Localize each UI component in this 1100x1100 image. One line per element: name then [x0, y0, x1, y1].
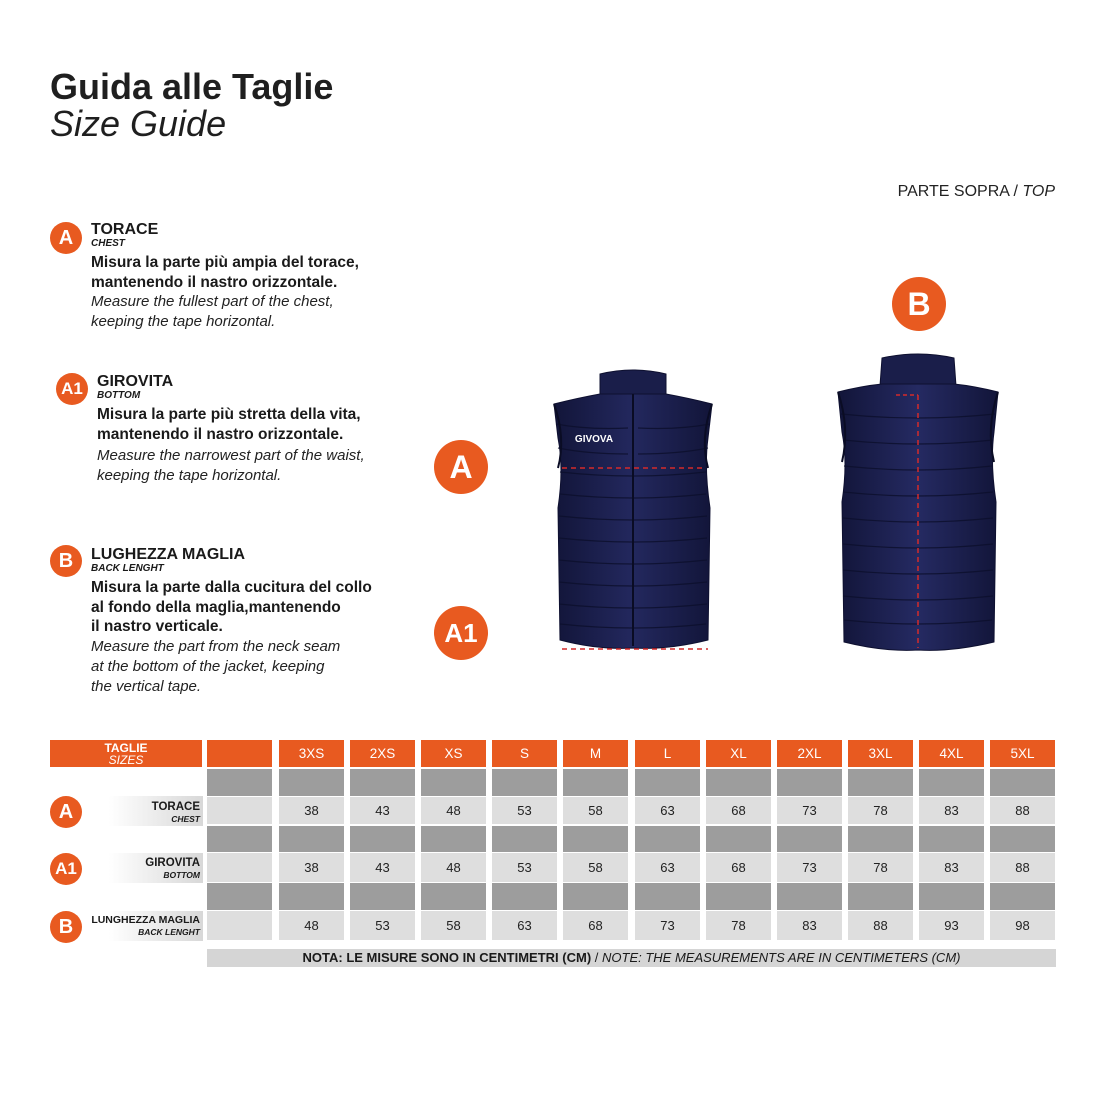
table-head-sub: SIZES — [108, 753, 144, 767]
table-cell-spacer — [990, 883, 1055, 910]
table-cell: 68 — [706, 853, 771, 882]
table-cell-spacer — [421, 826, 486, 852]
measure-length-desc-en — [91, 637, 431, 697]
table-cell: 58 — [563, 853, 628, 882]
table-cell-spacer — [350, 826, 415, 852]
page-subtitle: Size Guide — [50, 103, 227, 144]
vest-front-image — [548, 368, 718, 658]
table-cell: 38 — [279, 797, 344, 824]
desc-line: Misura la parte più ampia del torace, — [91, 254, 359, 271]
table-cell: 83 — [919, 853, 984, 882]
table-cell: 78 — [848, 797, 913, 824]
measure-waist — [97, 373, 437, 486]
table-cell-spacer — [492, 769, 557, 796]
page-title: Guida alle Taglie — [50, 66, 334, 107]
badge-b: B — [50, 545, 82, 577]
measure-length-name: LUGHEZZA MAGLIA — [91, 546, 246, 563]
table-cell-spacer — [848, 769, 913, 796]
size-header-5xl: 5XL — [990, 740, 1055, 767]
row-label-name: TORACE — [151, 801, 200, 813]
table-cell: 63 — [635, 853, 700, 882]
table-cell-spacer — [492, 826, 557, 852]
table-head-blank — [207, 740, 272, 767]
table-cell: 73 — [777, 797, 842, 824]
table-cell-spacer — [563, 883, 628, 910]
size-header-xl: XL — [706, 740, 771, 767]
desc-line: Misura la parte dalla cucitura del collo — [91, 579, 372, 596]
size-header-l: L — [635, 740, 700, 767]
table-cell: 53 — [492, 853, 557, 882]
badge-front-bottom: A1 — [434, 606, 488, 660]
table-cell: 48 — [421, 797, 486, 824]
table-cell: 68 — [706, 797, 771, 824]
badge-front-chest: A — [434, 440, 488, 494]
badge-a: A — [50, 222, 82, 254]
table-cell-spacer — [990, 826, 1055, 852]
table-cell-spacer — [635, 826, 700, 852]
table-cell: 93 — [919, 911, 984, 940]
row-label-sub: BACK LENGHT — [138, 927, 200, 937]
table-cell-spacer — [350, 883, 415, 910]
measure-waist-sub: BOTTOM — [97, 390, 141, 401]
desc-line: al fondo della maglia,mantenendo — [91, 598, 341, 616]
row-label-sub: CHEST — [171, 814, 200, 824]
row-label-waist — [145, 857, 200, 880]
measure-chest-desc-en — [91, 292, 431, 332]
measure-length — [91, 546, 431, 697]
table-cell: 88 — [990, 853, 1055, 882]
size-header-2xl: 2XL — [777, 740, 842, 767]
table-cell-spacer — [777, 883, 842, 910]
table-cell-spacer — [492, 883, 557, 910]
row-label-sub: BOTTOM — [163, 870, 200, 880]
table-cell-spacer — [777, 769, 842, 796]
table-cell-spacer — [421, 769, 486, 796]
table-cell-spacer — [706, 883, 771, 910]
table-cell-spacer — [919, 769, 984, 796]
measure-chest-sub: CHEST — [91, 238, 125, 249]
table-cell: 88 — [848, 911, 913, 940]
note-en: NOTE: THE MEASUREMENTS ARE IN CENTIMETERS (CM) — [602, 950, 961, 965]
table-cell: 43 — [350, 853, 415, 882]
table-cell-spacer — [848, 883, 913, 910]
table-cell-spacer — [990, 769, 1055, 796]
table-cell-spacer — [421, 883, 486, 910]
desc-line: Measure the narrowest part of the waist, — [97, 447, 365, 464]
table-cell-blank — [207, 769, 272, 796]
row-label-chest — [152, 801, 200, 824]
size-header-3xs: 3XS — [279, 740, 344, 767]
desc-line: mantenendo il nastro orizzontale. — [91, 273, 338, 291]
table-cell-spacer — [919, 826, 984, 852]
size-header-xs: XS — [421, 740, 486, 767]
desc-line: at the bottom of the jacket, keeping — [91, 657, 325, 675]
table-cell: 63 — [492, 911, 557, 940]
table-cell: 38 — [279, 853, 344, 882]
row-badge-b: B — [50, 911, 82, 943]
row-label-length — [91, 914, 200, 937]
row-badge-a1: A1 — [50, 853, 82, 885]
desc-line: keeping the tape horizontal. — [91, 313, 276, 330]
table-cell: 53 — [350, 911, 415, 940]
size-header-4xl: 4XL — [919, 740, 984, 767]
table-cell-spacer — [706, 769, 771, 796]
badge-back: B — [892, 277, 946, 331]
desc-line: Misura la parte più stretta della vita, — [97, 406, 361, 423]
row-label-name: LUNGHEZZA MAGLIA — [91, 914, 200, 926]
table-cell-spacer — [350, 769, 415, 796]
section-label-en: TOP — [1022, 183, 1055, 200]
measure-chest-desc-it — [91, 253, 431, 292]
size-header-s: S — [492, 740, 557, 767]
size-header-m: M — [563, 740, 628, 767]
table-cell-blank — [207, 883, 272, 910]
desc-line: Measure the part from the neck seam — [91, 637, 341, 655]
measure-chest — [91, 221, 431, 332]
table-cell-blank — [207, 853, 272, 882]
table-cell-spacer — [279, 769, 344, 796]
table-cell-spacer — [279, 826, 344, 852]
measure-waist-desc-en — [97, 446, 437, 486]
table-cell: 98 — [990, 911, 1055, 940]
table-note — [207, 949, 1056, 967]
table-cell: 78 — [706, 911, 771, 940]
desc-line: mantenendo il nastro orizzontale. — [97, 425, 344, 443]
table-cell-blank — [207, 911, 272, 940]
table-cell-spacer — [635, 769, 700, 796]
section-label-it: PARTE SOPRA — [897, 183, 1010, 200]
table-cell: 48 — [279, 911, 344, 940]
note-sep: / — [591, 950, 602, 965]
note-it: NOTA: LE MISURE SONO IN CENTIMETRI (CM) — [302, 950, 592, 965]
table-cell: 83 — [777, 911, 842, 940]
size-header-2xs: 2XS — [350, 740, 415, 767]
table-cell-blank — [207, 797, 272, 824]
measure-chest-name: TORACE — [91, 221, 159, 238]
table-cell: 88 — [990, 797, 1055, 824]
table-cell-blank — [207, 826, 272, 852]
table-cell: 78 — [848, 853, 913, 882]
desc-line: keeping the tape horizontal. — [97, 467, 282, 484]
table-cell: 73 — [635, 911, 700, 940]
vest-brand-logo: GIVOVA — [574, 434, 614, 445]
section-label — [898, 183, 1055, 201]
table-cell-spacer — [706, 826, 771, 852]
measure-waist-desc-it — [97, 405, 437, 444]
section-label-sep: / — [1009, 183, 1023, 200]
row-badge-a: A — [50, 796, 82, 828]
table-cell-spacer — [563, 769, 628, 796]
size-header-3xl: 3XL — [848, 740, 913, 767]
table-cell: 68 — [563, 911, 628, 940]
table-head-label — [50, 740, 202, 767]
table-cell-spacer — [635, 883, 700, 910]
table-cell-spacer — [848, 826, 913, 852]
table-head-title: TAGLIE — [104, 741, 148, 755]
measure-length-sub: BACK LENGHT — [91, 563, 164, 574]
desc-line: il nastro verticale. — [91, 618, 223, 635]
table-cell: 58 — [421, 911, 486, 940]
row-label-name: GIROVITA — [145, 857, 200, 869]
table-cell-spacer — [777, 826, 842, 852]
table-cell-spacer — [919, 883, 984, 910]
badge-a1: A1 — [56, 373, 88, 405]
table-cell-spacer — [279, 883, 344, 910]
desc-line: the vertical tape. — [91, 677, 202, 695]
table-cell: 63 — [635, 797, 700, 824]
vest-back-image — [832, 352, 1004, 654]
table-cell-spacer — [563, 826, 628, 852]
measure-waist-name: GIROVITA — [97, 373, 174, 390]
table-cell: 58 — [563, 797, 628, 824]
table-cell: 73 — [777, 853, 842, 882]
desc-line: Measure the fullest part of the chest, — [91, 293, 334, 310]
measure-length-desc-it — [91, 578, 431, 637]
table-cell: 83 — [919, 797, 984, 824]
table-cell: 43 — [350, 797, 415, 824]
table-cell: 48 — [421, 853, 486, 882]
table-cell: 53 — [492, 797, 557, 824]
